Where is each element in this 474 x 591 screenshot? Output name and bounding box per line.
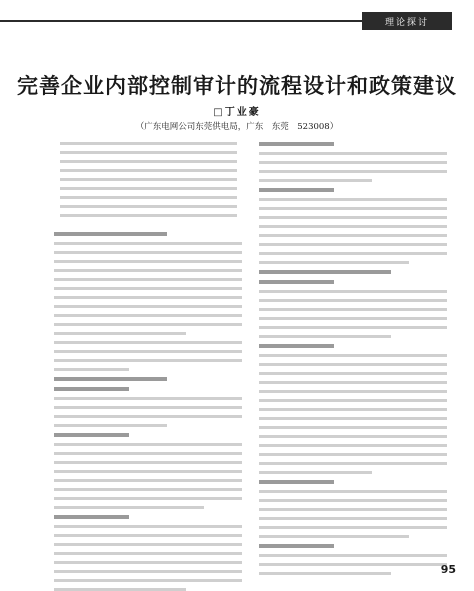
right-column-unread-text bbox=[259, 142, 447, 560]
author-affiliation: （广东电网公司东莞供电局，广东 东莞 523008） bbox=[135, 122, 339, 132]
abstract-placeholder bbox=[54, 142, 242, 217]
journal-header-bar bbox=[0, 0, 474, 42]
section-tag: 理论探讨 bbox=[362, 12, 452, 30]
left-column-unread-text bbox=[54, 142, 242, 560]
article-author: □丁业豪 bbox=[213, 107, 261, 118]
header-rule bbox=[0, 20, 362, 22]
article-title: 完善企业内部控制审计的流程设计和政策建议 bbox=[17, 73, 457, 98]
page-number: 95 bbox=[440, 563, 456, 576]
